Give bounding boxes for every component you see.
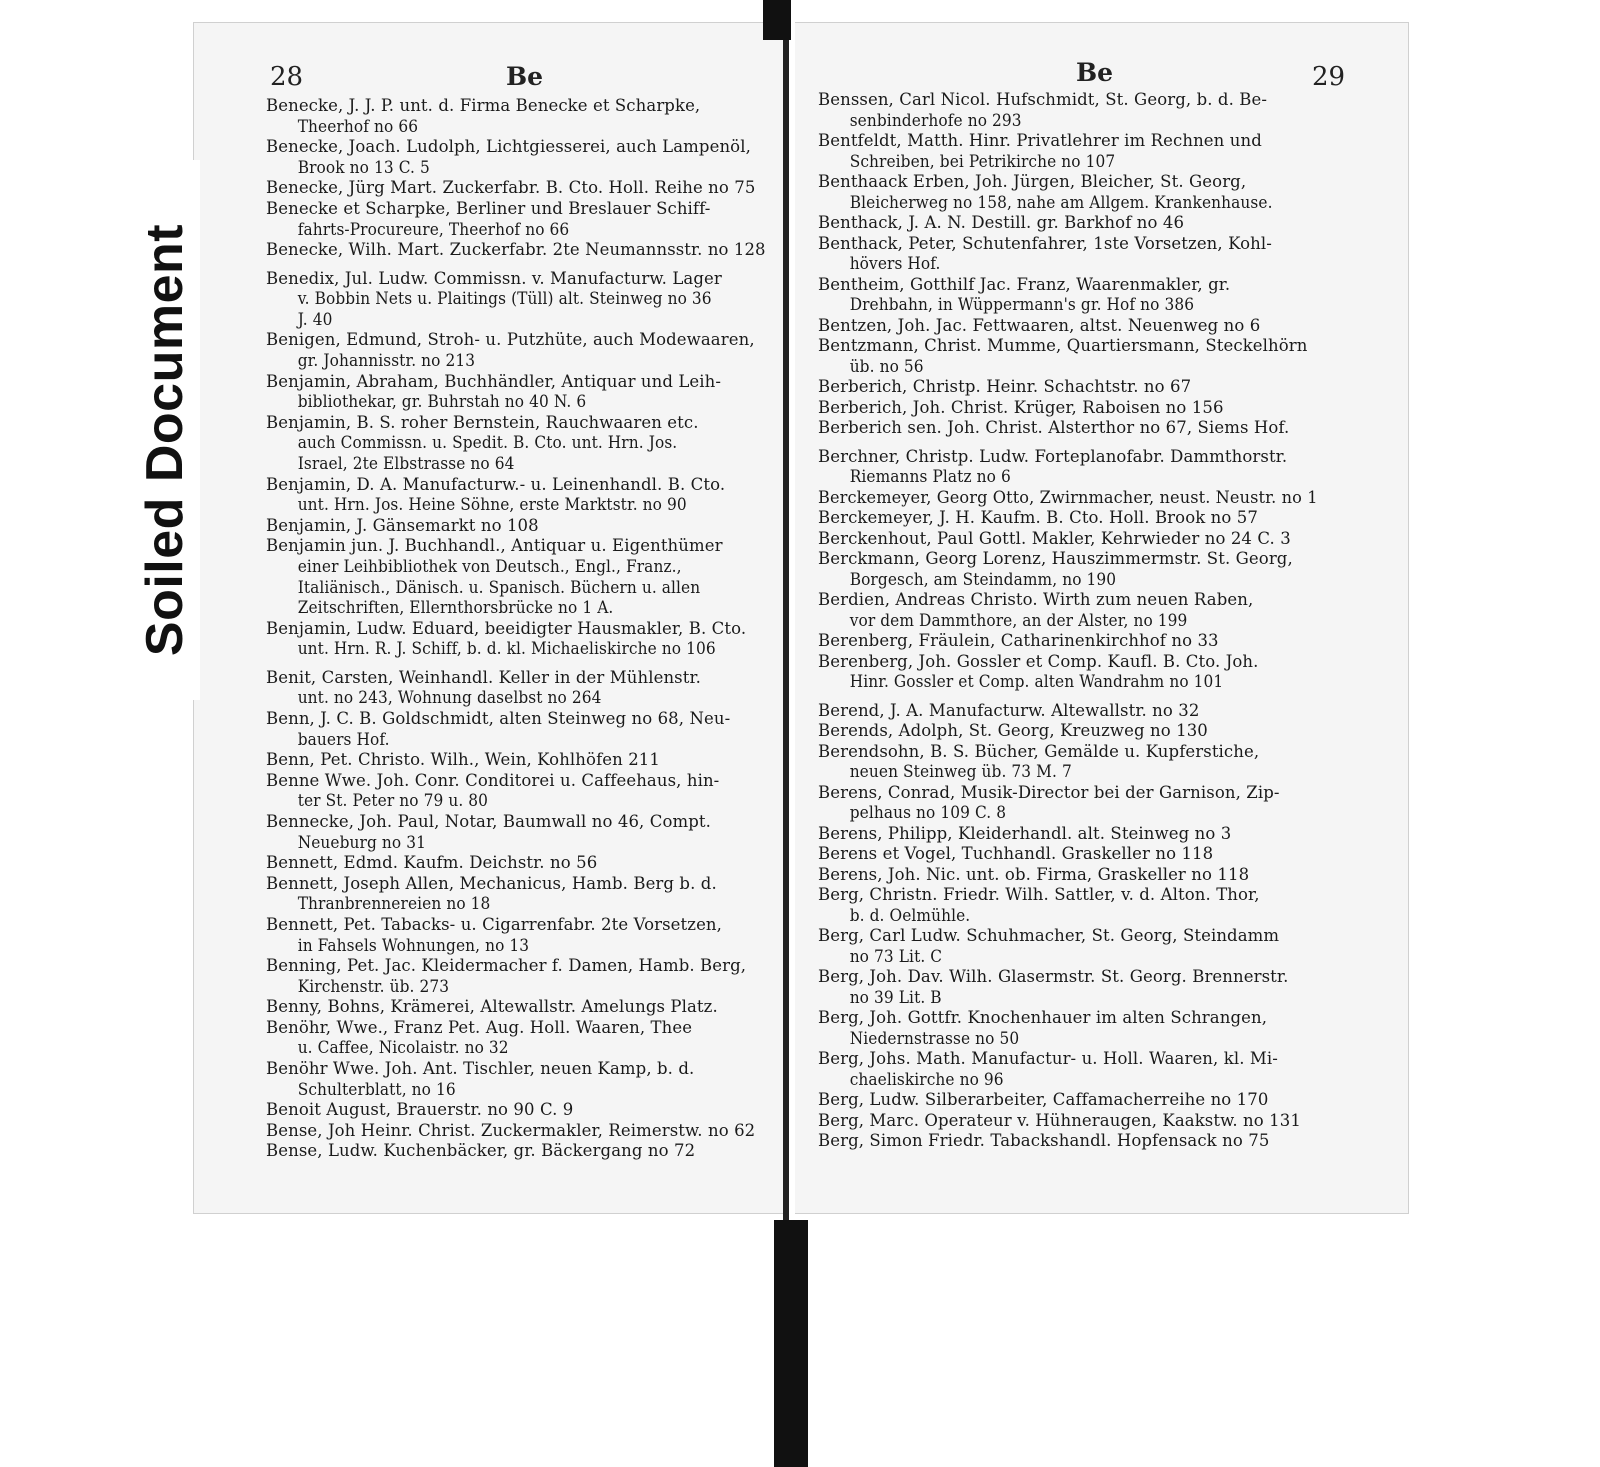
entry-continuation-line: Theerhof no 66	[297, 116, 419, 136]
directory-entry	[818, 865, 1318, 886]
entry-line: Berg, Carl Ludw. Schuhmacher, St. Georg, Steindamm	[818, 926, 1280, 946]
entry-continuation-line: Borgesch, am Steindamm, no 190	[849, 569, 1117, 589]
directory-entry	[266, 750, 766, 771]
directory-entry	[818, 131, 1318, 172]
directory-entry	[266, 536, 766, 618]
entry-line: Berens, Philipp, Kleiderhandl. alt. Steinweg no 3	[818, 823, 1232, 843]
entry-continuation-line: Riemanns Platz no 6	[849, 467, 1011, 487]
directory-entry	[266, 668, 766, 709]
entry-continuation-line: Schulterblatt, no 16	[297, 1079, 456, 1099]
entry-line: Berckemeyer, J. H. Kaufm. B. Cto. Holl. Brook no 57	[818, 508, 1258, 528]
entry-continuation-line: unt. Hrn. Jos. Heine Söhne, erste Marktstr. no 90	[297, 495, 687, 515]
entry-line: Benjamin, J. Gänsemarkt no 108	[266, 515, 539, 535]
entry-line: Berg, Simon Friedr. Tabackshandl. Hopfensack no 75	[818, 1131, 1270, 1151]
entry-line: Berg, Marc. Operateur v. Hühneraugen, Kaakstw. no 131	[818, 1110, 1301, 1130]
entry-line: Berg, Ludw. Silberarbeiter, Caffamacherreihe no 170	[818, 1090, 1269, 1110]
directory-entry	[266, 771, 766, 812]
directory-entry	[818, 742, 1318, 783]
directory-entry	[818, 631, 1318, 652]
entry-line: Benthaack Erben, Joh. Jürgen, Bleicher, St. Georg,	[818, 172, 1247, 192]
entry-line: Bense, Ludw. Kuchenbäcker, gr. Bäckergang no 72	[266, 1141, 696, 1161]
entry-continuation-line: Israel, 2te Elbstrasse no 64	[297, 454, 515, 473]
entry-line: Benecke, Jürg Mart. Zuckerfabr. B. Cto. Holl. Reihe no 75	[266, 178, 756, 198]
entry-line: Berendsohn, B. S. Bücher, Gemälde u. Kupferstiche,	[818, 741, 1260, 761]
directory-entry	[818, 275, 1318, 316]
directory-entry	[266, 619, 766, 660]
entry-line: Benedix, Jul. Ludw. Commissn. v. Manufacturw. Lager	[266, 268, 722, 288]
entry-continuation-line: Italiänisch., Dänisch. u. Spanisch. Büchern u. allen	[297, 577, 701, 597]
directory-entry	[266, 96, 766, 137]
entry-line: Berens, Joh. Nic. unt. ob. Firma, Graskeller no 118	[818, 864, 1250, 884]
entry-continuation-line: Bleicherweg no 158, nahe am Allgem. Krankenhause.	[849, 192, 1273, 212]
entry-continuation-line: senbinderhofe no 293	[849, 110, 1022, 130]
directory-entry	[818, 90, 1318, 131]
entry-continuation-line: J. 40	[297, 309, 333, 329]
entry-continuation-line: gr. Johannisstr. no 213	[297, 351, 476, 371]
entry-continuation-line: Kirchenstr. üb. 273	[297, 976, 450, 996]
directory-entry	[266, 1121, 766, 1142]
entry-continuation-line: b. d. Oelmühle.	[849, 905, 971, 925]
directory-entry	[266, 1018, 766, 1059]
directory-entry	[818, 213, 1318, 234]
entry-line: Berg, Joh. Dav. Wilh. Glasermstr. St. Georg. Brennerstr.	[818, 967, 1289, 987]
entry-line: Benecke, Joach. Ludolph, Lichtgiesserei, auch Lampenöl,	[266, 137, 751, 157]
directory-entry	[266, 709, 766, 750]
entry-line: Benecke et Scharpke, Berliner und Breslauer Schiff-	[266, 198, 711, 218]
entry-continuation-line: Drehbahn, in Wüppermann's gr. Hof no 386	[849, 295, 1195, 315]
entry-line: Benjamin jun. J. Buchhandl., Antiquar u. Eigenthümer	[266, 536, 723, 556]
entry-continuation-line: üb. no 56	[849, 356, 924, 376]
entry-continuation-line: ter St. Peter no 79 u. 80	[297, 791, 489, 811]
directory-entry	[266, 137, 766, 178]
entry-line: Benigen, Edmund, Stroh- u. Putzhüte, auch Modewaaren,	[266, 330, 755, 350]
entry-line: Berckemeyer, Georg Otto, Zwirnmacher, neust. Neustr. no 1	[818, 487, 1318, 507]
entry-continuation-line: pelhaus no 109 C. 8	[849, 803, 1007, 823]
entry-line: Berens et Vogel, Tuchhandl. Graskeller no 118	[818, 844, 1214, 864]
entry-line: Benjamin, D. A. Manufacturw.- u. Leinenhandl. B. Cto.	[266, 474, 726, 494]
entry-line: Berckenhout, Paul Gottl. Makler, Kehrwieder no 24 C. 3	[818, 528, 1291, 548]
entry-continuation-line: unt. Hrn. R. J. Schiff, b. d. kl. Michaeliskirche no 106	[297, 639, 716, 659]
entry-line: Berdien, Andreas Christo. Wirth zum neuen Raben,	[818, 590, 1254, 610]
directory-entry	[818, 701, 1318, 722]
directory-entry	[818, 172, 1318, 213]
directory-entry	[266, 853, 766, 874]
right-page-number: 29	[1312, 62, 1346, 92]
entry-line: Berens, Conrad, Musik-Director bei der Garnison, Zip-	[818, 782, 1280, 802]
directory-entry	[818, 885, 1318, 926]
entry-line: Bennett, Pet. Tabacks- u. Cigarrenfabr. 2te Vorsetzen,	[266, 914, 722, 934]
directory-entry	[818, 508, 1318, 529]
entry-line: Berberich, Christp. Heinr. Schachtstr. no 67	[818, 377, 1192, 397]
directory-entry	[818, 529, 1318, 550]
entry-continuation-line: Hinr. Gossler et Comp. alten Wandrahm no 101	[849, 672, 1224, 692]
directory-entry	[818, 926, 1318, 967]
directory-entry	[818, 316, 1318, 337]
directory-entry	[266, 269, 766, 331]
directory-entry	[818, 844, 1318, 865]
entry-line: Benn, J. C. B. Goldschmidt, alten Steinweg no 68, Neu-	[266, 709, 731, 729]
entry-line: Benning, Pet. Jac. Kleidermacher f. Damen, Hamb. Berg,	[266, 956, 747, 976]
entry-line: Benjamin, Ludw. Eduard, beeidigter Hausmakler, B. Cto.	[266, 618, 747, 638]
entry-line: Bennett, Joseph Allen, Mechanicus, Hamb. Berg b. d.	[266, 873, 717, 893]
entry-continuation-line: Schreiben, bei Petrikirche no 107	[849, 151, 1116, 171]
directory-entry	[818, 447, 1318, 488]
entry-continuation-line: in Fahsels Wohnungen, no 13	[297, 935, 530, 955]
entry-continuation-line: fahrts-Procureure, Theerhof no 66	[297, 219, 570, 239]
entry-continuation-line: Niedernstrasse no 50	[849, 1028, 1020, 1048]
binding-bottom	[774, 1220, 808, 1467]
entry-line: Bentzmann, Christ. Mumme, Quartiersmann, Steckelhörn	[818, 336, 1308, 356]
directory-entry	[266, 915, 766, 956]
left-page-heading: Be	[506, 62, 544, 91]
entry-continuation-line: unt. no 243, Wohnung daselbst no 264	[297, 688, 602, 708]
entry-line: Benoit August, Brauerstr. no 90 C. 9	[266, 1100, 574, 1120]
entry-line: Benöhr, Wwe., Franz Pet. Aug. Holl. Waaren, Thee	[266, 1017, 693, 1037]
directory-entry	[818, 1111, 1318, 1132]
directory-entry	[266, 1059, 766, 1100]
entry-line: Benne Wwe. Joh. Conr. Conditorei u. Caffeehaus, hin-	[266, 770, 720, 790]
entry-line: Benecke, J. J. P. unt. d. Firma Benecke et Scharpke,	[266, 96, 701, 115]
directory-entry	[818, 549, 1318, 590]
entry-line: Bennecke, Joh. Paul, Notar, Baumwall no 46, Compt.	[266, 812, 711, 831]
entry-continuation-line: auch Commissn. u. Spedit. B. Cto. unt. Hrn. Jos.	[297, 433, 678, 453]
entry-line: Berg, Johs. Math. Manufactur- u. Holl. Waaren, kl. Mi-	[818, 1049, 1278, 1069]
entry-continuation-line: v. Bobbin Nets u. Plaitings (Tüll) alt. Steinweg no 36	[297, 289, 712, 309]
directory-entry	[266, 997, 766, 1018]
entry-line: Benn, Pet. Christo. Wilh., Wein, Kohlhöfen 211	[266, 750, 661, 770]
entry-continuation-line: Thranbrennereien no 18	[297, 894, 491, 914]
soiled-document-stamp: Soiled Document	[136, 223, 194, 657]
directory-entry	[818, 1090, 1318, 1111]
directory-entry	[818, 1049, 1318, 1090]
entry-line: Berend, J. A. Manufacturw. Altewallstr. no 32	[818, 700, 1200, 720]
directory-entry	[818, 398, 1318, 419]
directory-entry	[818, 590, 1318, 631]
directory-entry	[266, 413, 766, 475]
entry-continuation-line: chaeliskirche no 96	[849, 1069, 1004, 1089]
binding-top	[763, 0, 791, 40]
entry-continuation-line: no 39 Lit. B	[849, 987, 942, 1007]
entry-line: Bentzen, Joh. Jac. Fettwaaren, altst. Neuenweg no 6	[818, 315, 1261, 335]
directory-entry	[818, 1131, 1318, 1152]
entry-line: Berberich, Joh. Christ. Krüger, Raboisen no 156	[818, 397, 1224, 417]
directory-entry	[818, 652, 1318, 693]
entry-continuation-line: hövers Hof.	[849, 254, 941, 274]
right-page-heading: Be	[1076, 58, 1114, 87]
directory-entry	[818, 721, 1318, 742]
entry-line: Benit, Carsten, Weinhandl. Keller in der Mühlenstr.	[266, 667, 701, 687]
entry-line: Berchner, Christp. Ludw. Forteplanofabr. Dammthorstr.	[818, 446, 1288, 466]
directory-entry	[818, 234, 1318, 275]
binding-spine	[783, 40, 789, 1220]
directory-entry	[266, 874, 766, 915]
entry-continuation-line: Zeitschriften, Ellernthorsbrücke no 1 A.	[297, 598, 614, 618]
entry-line: Benny, Bohns, Krämerei, Altewallstr. Amelungs Platz.	[266, 997, 718, 1017]
entry-line: Bentfeldt, Matth. Hinr. Privatlehrer im Rechnen und	[818, 131, 1262, 151]
directory-entry	[818, 1008, 1318, 1049]
left-page-number: 28	[270, 62, 304, 92]
entry-continuation-line: u. Caffee, Nicolaistr. no 32	[297, 1038, 509, 1058]
entry-line: Benthack, Peter, Schutenfahrer, 1ste Vorsetzen, Kohl-	[818, 233, 1272, 253]
entry-line: Berenberg, Fräulein, Catharinenkirchhof no 33	[818, 631, 1219, 651]
directory-entry	[266, 475, 766, 516]
entry-line: Bentheim, Gotthilf Jac. Franz, Waarenmakler, gr.	[818, 274, 1231, 294]
entry-line: Berg, Joh. Gottfr. Knochenhauer im alten Schrangen,	[818, 1008, 1268, 1028]
entry-line: Benecke, Wilh. Mart. Zuckerfabr. 2te Neumannsstr. no 128	[266, 240, 766, 260]
entry-line: Benjamin, B. S. roher Bernstein, Rauchwaaren etc.	[266, 412, 699, 432]
entry-continuation-line: Neueburg no 31	[297, 832, 427, 852]
directory-entry	[266, 178, 766, 199]
entry-line: Berberich sen. Joh. Christ. Alsterthor no 67, Siems Hof.	[818, 418, 1290, 438]
entry-continuation-line: einer Leihbibliothek von Deutsch., Engl., Franz.,	[297, 556, 682, 576]
directory-entry	[818, 783, 1318, 824]
entry-continuation-line: vor dem Dammthore, an der Alster, no 199	[849, 610, 1188, 630]
entry-line: Bense, Joh Heinr. Christ. Zuckermakler, Reimerstw. no 62	[266, 1120, 756, 1140]
entry-line: Benthack, J. A. N. Destill. gr. Barkhof no 46	[818, 213, 1185, 233]
entry-line: Berenberg, Joh. Gossler et Comp. Kaufl. B. Cto. Joh.	[818, 651, 1259, 671]
directory-entry	[818, 377, 1318, 398]
entry-line: Berends, Adolph, St. Georg, Kreuzweg no 130	[818, 721, 1208, 741]
directory-entry	[818, 336, 1318, 377]
directory-entry	[266, 516, 766, 537]
directory-entry	[266, 240, 766, 261]
entry-line: Benöhr Wwe. Joh. Ant. Tischler, neuen Kamp, b. d.	[266, 1059, 695, 1079]
entry-continuation-line: no 73 Lit. C	[849, 946, 943, 966]
entry-continuation-line: neuen Steinweg üb. 73 M. 7	[849, 762, 1072, 782]
directory-entry	[266, 956, 766, 997]
directory-entry	[266, 372, 766, 413]
entry-continuation-line: Brook no 13 C. 5	[297, 157, 430, 177]
entry-line: Benssen, Carl Nicol. Hufschmidt, St. Georg, b. d. Be-	[818, 90, 1268, 109]
directory-entry	[818, 488, 1318, 509]
entry-continuation-line: bauers Hof.	[297, 729, 390, 749]
directory-entry	[266, 199, 766, 240]
entry-line: Berg, Christn. Friedr. Wilh. Sattler, v. d. Alton. Thor,	[818, 885, 1260, 905]
directory-entry	[266, 330, 766, 371]
directory-entry	[818, 418, 1318, 439]
directory-entry	[266, 1100, 766, 1121]
entry-line: Bennett, Edmd. Kaufm. Deichstr. no 56	[266, 853, 598, 873]
directory-entry	[818, 967, 1318, 1008]
entry-continuation-line: bibliothekar, gr. Buhrstah no 40 N. 6	[297, 392, 587, 412]
directory-entry	[266, 812, 766, 853]
entry-line: Berckmann, Georg Lorenz, Hauszimmermstr. St. Georg,	[818, 549, 1293, 569]
entry-line: Benjamin, Abraham, Buchhändler, Antiquar und Leih-	[266, 371, 722, 391]
directory-entry	[266, 1141, 766, 1162]
directory-entry	[818, 824, 1318, 845]
